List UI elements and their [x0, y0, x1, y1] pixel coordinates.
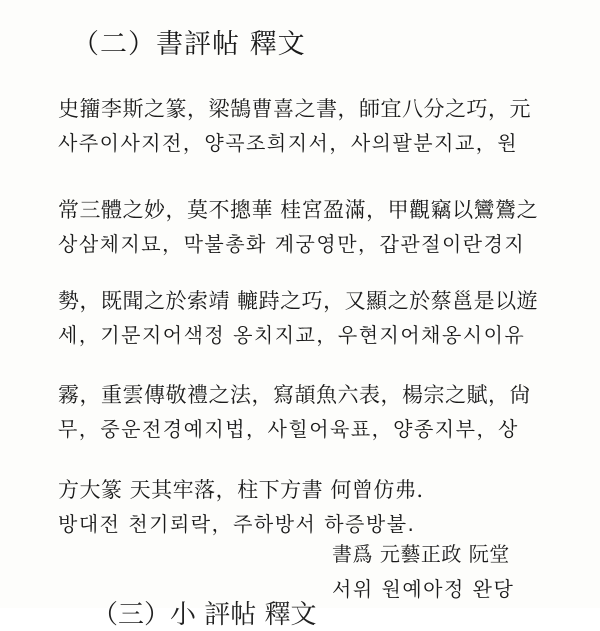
section-title: （二）書評帖 釋文 [72, 29, 306, 60]
hanja-line: 常三體之妙，莫不摠華 桂宮盈滿，甲觀竊以鸞鷟之 [58, 198, 539, 222]
verse-block [58, 473, 424, 541]
hanja-line: 霧，重雲傳敬禮之法，寫頡魚六表，楊宗之賦，尙 [58, 383, 531, 407]
hangul-line: 방대전 천기뢰락，주하방서 하증방불. [58, 512, 416, 536]
next-section-heading: （三）小 評帖 釋文 [92, 600, 317, 630]
verse-block [58, 193, 538, 261]
hangul-line: 무，중운전경예지법，사힐어육표，양종지부，상 [58, 417, 519, 441]
verse-block [58, 378, 531, 446]
hanja-line: 方大篆 天其牢落，柱下方書 何曾仿弗. [58, 478, 424, 502]
signature-hangul: 서위 원예아정 완당 [332, 577, 515, 601]
hanja-line: 史籒李斯之篆，梁鵠曹喜之書，師宜八分之巧，元 [58, 97, 531, 121]
hangul-line: 상삼체지묘，막불총화 계궁영만，갑관절이란경지 [58, 232, 526, 256]
hangul-line: 사주이사지전，양곡조희지서，사의팔분지교，원 [58, 131, 519, 155]
signature-block [332, 537, 514, 607]
signature-hanja: 書爲 元藝正政 阮堂 [332, 542, 510, 566]
hanja-line: 勢，既聞之於索靖 轆跱之巧，又顯之於蔡邕是以遊 [58, 289, 539, 313]
verse-block [58, 92, 531, 160]
verse-block [58, 284, 538, 352]
hangul-line: 세，기문지어색정 옹치지교，우현지어채옹시이유 [58, 323, 526, 347]
